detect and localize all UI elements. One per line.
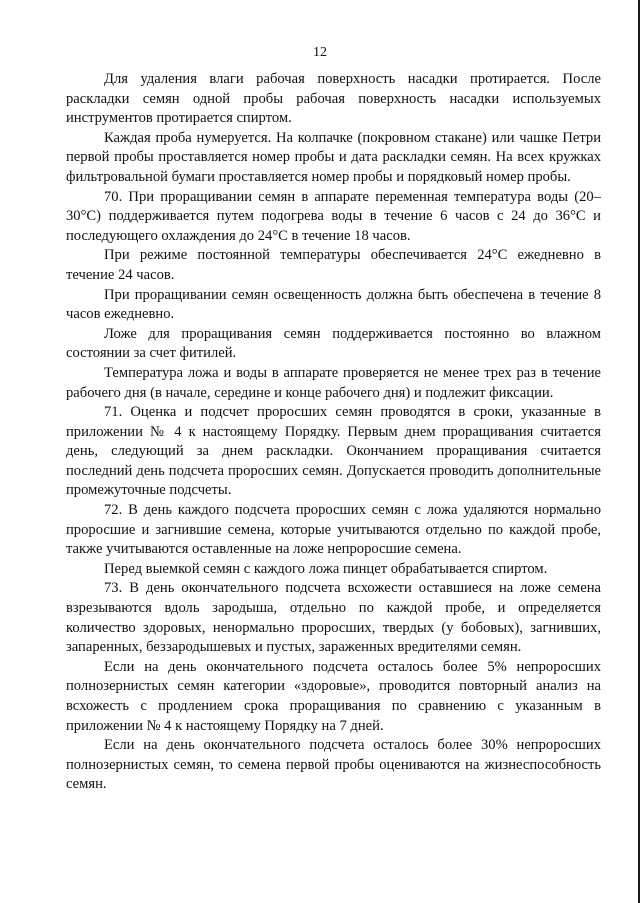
paragraph: 70. При проращивании семян в аппарате переменная температура воды (20–30°С) поддерживается путем подогрева воды в течение 6 часов с 24 до 36°С и последующего охлаждения до 24°С в течение 18 часов.: [66, 188, 601, 244]
paragraph: Для удаления влаги рабочая поверхность насадки протирается. После раскладки семян одной пробы рабочая поверхность насадки используемых инструментов протирается спиртом.: [66, 71, 601, 127]
paragraph: Температура ложа и воды в аппарате проверяется не менее трех раз в течение рабочего дня (в начале, середине и конце рабочего дня) и подлежит фиксации.: [66, 364, 601, 401]
paragraph: Если на день окончательного подсчета осталось более 30% непроросших полнозернистых семян, то семена первой пробы оцениваются на жизнеспособность семян.: [66, 737, 601, 793]
paragraph: При режиме постоянной температуры обеспечивается 24°С ежедневно в течение 24 часов.: [66, 247, 601, 283]
document-body: [66, 70, 601, 795]
paragraph: 71. Оценка и подсчет проросших семян проводятся в сроки, указанные в приложении № 4 к настоящему Порядку. Первым днем проращивания считается день, следующий за днем раскладки. Окончанием проращивания считается последний день подсчета проросших семян. Допускается проводить дополнительные промежуточные подсчеты.: [66, 404, 601, 499]
paragraph: Перед выемкой семян с каждого ложа пинцет обрабатывается спиртом.: [104, 560, 548, 577]
paragraph: Если на день окончательного подсчета осталось более 5% непроросших полнозернистых семян категории «здоровые», проводится повторный анализ на всхожесть с продлением срока проращивания по сравнению с указанным в приложении № 4 к настоящему Порядку на 7 дней.: [66, 658, 601, 734]
paragraph: 72. В день каждого подсчета проросших семян с ложа удаляются нормально проросшие и загнившие семена, которые учитываются отдельно по каждой пробе, также учитываются оставленные на ложе непроросшие семена.: [66, 502, 601, 558]
page-number: 12: [313, 45, 327, 60]
paragraph: Ложе для проращивания семян поддерживается постоянно во влажном состоянии за счет фитилей.: [66, 325, 601, 362]
paragraph: 73. В день окончательного подсчета всхожести оставшиеся на ложе семена взрезываются вдоль зародыша, отдельно по каждой пробе, и определяется количество здоровых, ненормально проросших, твердых (у бобовых), загнивших, запаренных, беззародышевых и пустых, зараженных вредителями семян.: [66, 580, 601, 656]
paragraph: Каждая проба нумеруется. На колпачке (покровном стакане) или чашке Петри первой пробы проставляется номер пробы и дата раскладки семян. На всех кружках фильтровальной бумаги проставляется номер пробы и порядковый номер пробы.: [66, 129, 601, 185]
paragraph: При проращивании семян освещенность должна быть обеспечена в течение 8 часов ежедневно.: [66, 286, 601, 323]
